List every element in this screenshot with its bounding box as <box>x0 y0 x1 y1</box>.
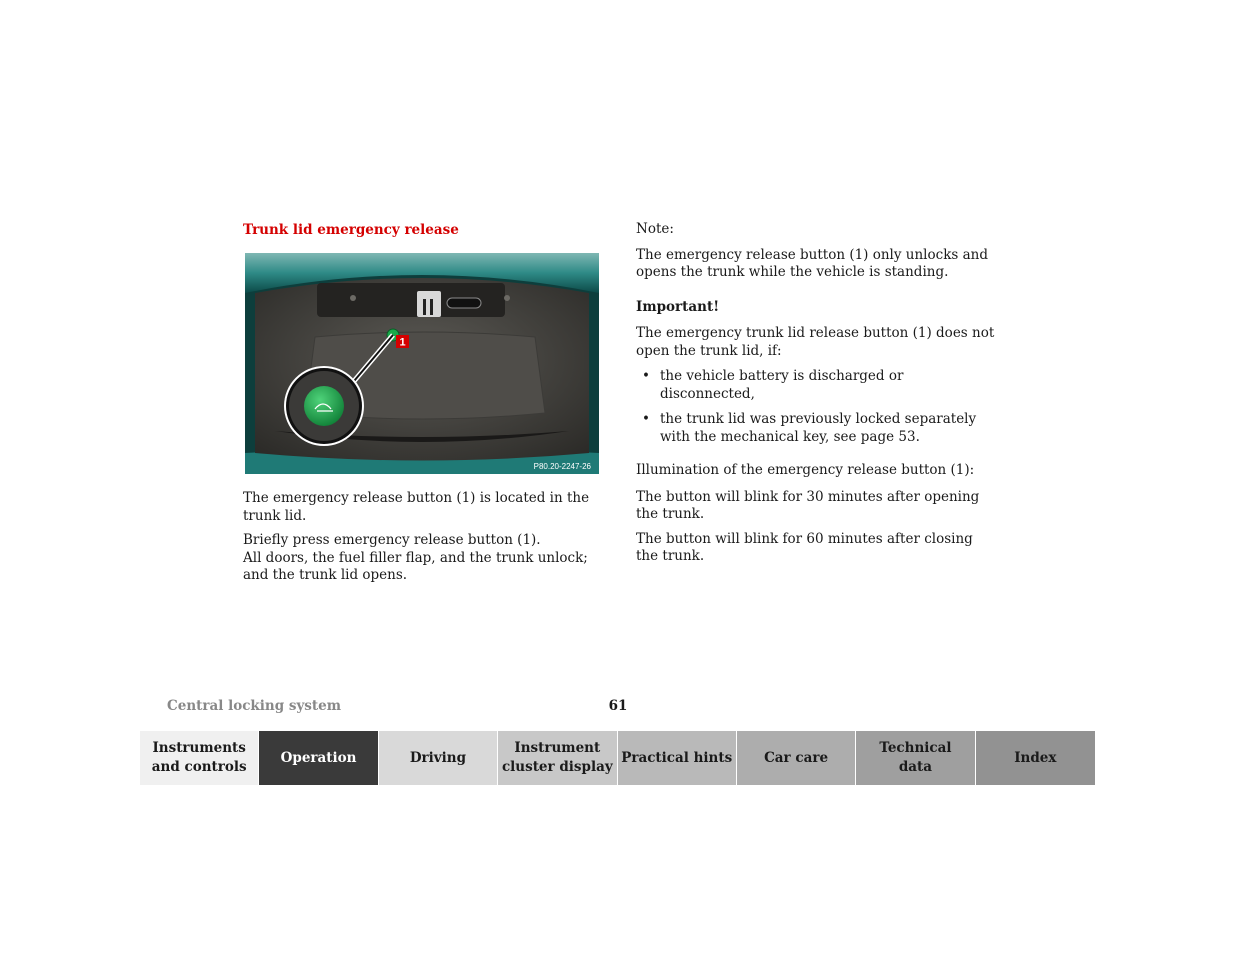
tab-operation[interactable]: Operation <box>259 731 378 785</box>
tab-car-care[interactable]: Car care <box>737 731 856 785</box>
illumination-text: Illumination of the emergency release button (1): <box>636 462 975 478</box>
page-number: 61 <box>608 698 628 714</box>
paragraph-result: All doors, the fuel filler flap, and the trunk unlock; and the trunk lid opens. <box>243 549 588 583</box>
section-heading: Trunk lid emergency release <box>243 222 459 238</box>
callout-number: 1 <box>399 336 406 349</box>
list-item: • the vehicle battery is discharged or disconnected, <box>642 368 904 402</box>
paragraph-instruction: Briefly press emergency release button (1). <box>243 532 541 548</box>
blink-open-text: The button will blink for 30 minutes after opening the trunk. <box>636 488 980 522</box>
right-column <box>636 221 996 566</box>
tab-driving[interactable]: Driving <box>379 731 498 785</box>
note-label: Note: <box>636 221 674 237</box>
list-item: • the trunk lid was previously locked separately with the mechanical key, see page 53. <box>642 411 977 445</box>
tab-technical-data[interactable]: Technical data <box>856 731 975 785</box>
tab-practical-hints[interactable]: Practical hints <box>618 731 737 785</box>
important-text: The emergency trunk lid release button (1) does not open the trunk lid, if: <box>636 325 995 359</box>
trunk-lid-drawing <box>245 253 599 474</box>
chapter-navigation <box>140 731 1095 785</box>
condition-list <box>636 368 996 446</box>
blink-close-text: The button will blink for 60 minutes after closing the trunk. <box>636 530 973 564</box>
left-column <box>243 221 603 239</box>
important-label: Important! <box>636 298 720 315</box>
footer-section-title: Central locking system <box>167 698 342 714</box>
figure-code: P80.20-2247-26 <box>533 462 591 471</box>
left-body-text <box>243 490 603 585</box>
tab-instrument-cluster-display[interactable]: Instrument cluster display <box>498 731 617 785</box>
tab-index[interactable]: Index <box>976 731 1095 785</box>
paragraph-location: The emergency release button (1) is located in the trunk lid. <box>243 490 590 524</box>
tab-instruments-and-controls[interactable]: Instruments and controls <box>140 731 259 785</box>
note-text: The emergency release button (1) only unlocks and opens the trunk while the vehicle is standing. <box>636 246 988 280</box>
trunk-lid-illustration <box>245 253 599 474</box>
